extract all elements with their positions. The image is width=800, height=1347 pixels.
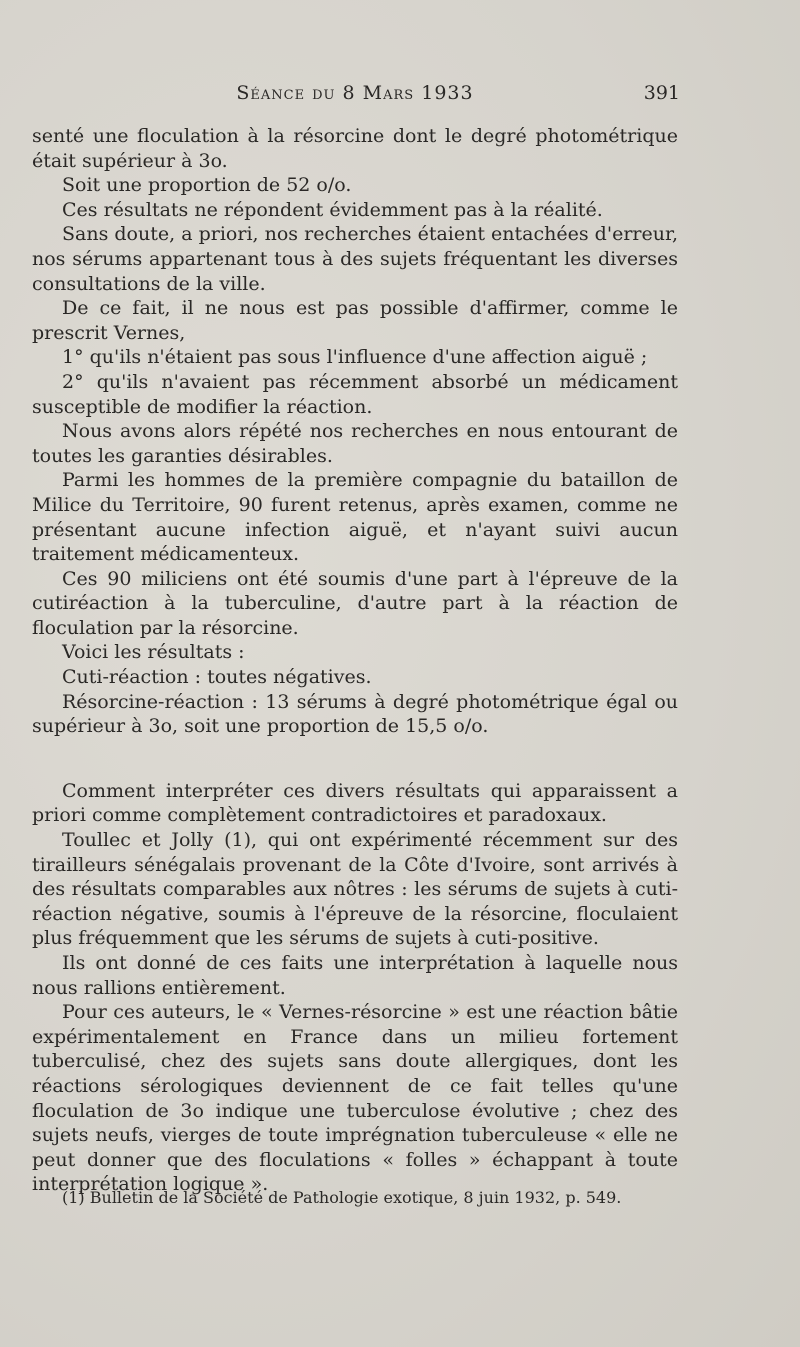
paragraph: Voici les résultats : <box>62 641 245 664</box>
paragraph: Comment interpréter ces divers résultats qui apparaissent a priori comme complètement contradictoires et paradoxaux. <box>32 779 678 827</box>
paragraph: Ces résultats ne répondent évidemment pas à la réalité. <box>62 198 603 221</box>
paragraph: Parmi les hommes de la première compagnie du bataillon de Milice du Territoire, 90 furent retenus, après examen, comme ne présentant aucune infection aiguë, et n'ayant suivi aucun traitement médicamenteux. <box>32 469 678 566</box>
paragraph: Nous avons alors répété nos recherches en nous entourant de toutes les garanties désirables. <box>32 420 678 467</box>
paragraph: Pour ces auteurs, le « Vernes-résorcine » est une réaction bâtie expérimentalement en France dans un milieu fortement tuberculisé, chez des sujets sans doute allergiques, dont les réactions sérologiques deviennent de ce fait telles qu'une floculation de 3o indique une tuberculose évolutive ; chez des sujets neufs, vierges de toute imprégnation tuberculeuse « elle ne peut donner que des floculations « folles » échappant à toute interprétation logique ». <box>32 1001 678 1196</box>
running-head: Séance du 8 Mars 1933 <box>236 82 474 104</box>
footnote: (1) Bulletin de la Société de Pathologie exotique, 8 juin 1932, p. 549. <box>62 1188 622 1207</box>
body-text <box>32 124 678 1197</box>
section-gap <box>32 739 678 779</box>
paragraph: Soit une proportion de 52 o/o. <box>62 174 352 197</box>
paragraph: senté une floculation à la résorcine dont le degré photométrique était supérieur à 3o. <box>32 125 678 172</box>
paragraph: Ces 90 miliciens ont été soumis d'une part à l'épreuve de la cutiréaction à la tuberculine, d'autre part à la réaction de floculation par la résorcine. <box>32 567 678 639</box>
paragraph: Sans doute, a priori, nos recherches étaient entachées d'erreur, nos sérums appartenant tous à des sujets fréquentant les diverses consultations de la ville. <box>32 223 678 295</box>
page-header <box>30 82 680 112</box>
page-number: 391 <box>643 82 680 104</box>
paragraph: Résorcine-réaction : 13 sérums à degré photométrique égal ou supérieur à 3o, soit une proportion de 15,5 o/o. <box>32 690 678 738</box>
paragraph: 1° qu'ils n'étaient pas sous l'influence d'une affection aiguë ; <box>62 346 648 369</box>
paragraph: De ce fait, il ne nous est pas possible d'affirmer, comme le prescrit Vernes, <box>32 297 678 344</box>
paragraph: Ils ont donné de ces faits une interprétation à laquelle nous nous rallions entièrement. <box>32 952 678 999</box>
paragraph: Cuti-réaction : toutes négatives. <box>62 666 372 689</box>
paragraph: 2° qu'ils n'avaient pas récemment absorbé un médicament susceptible de modifier la réaction. <box>32 370 678 418</box>
paragraph: Toullec et Jolly (1), qui ont expérimenté récemment sur des tirailleurs sénégalais provenant de la Côte d'Ivoire, sont arrivés à des résultats comparables aux nôtres : les sérums de sujets à cuti-réaction négative, soumis à l'épreuve de la résorcine, floculaient plus fréquemment que les sérums de sujets à cuti-positive. <box>32 829 678 950</box>
